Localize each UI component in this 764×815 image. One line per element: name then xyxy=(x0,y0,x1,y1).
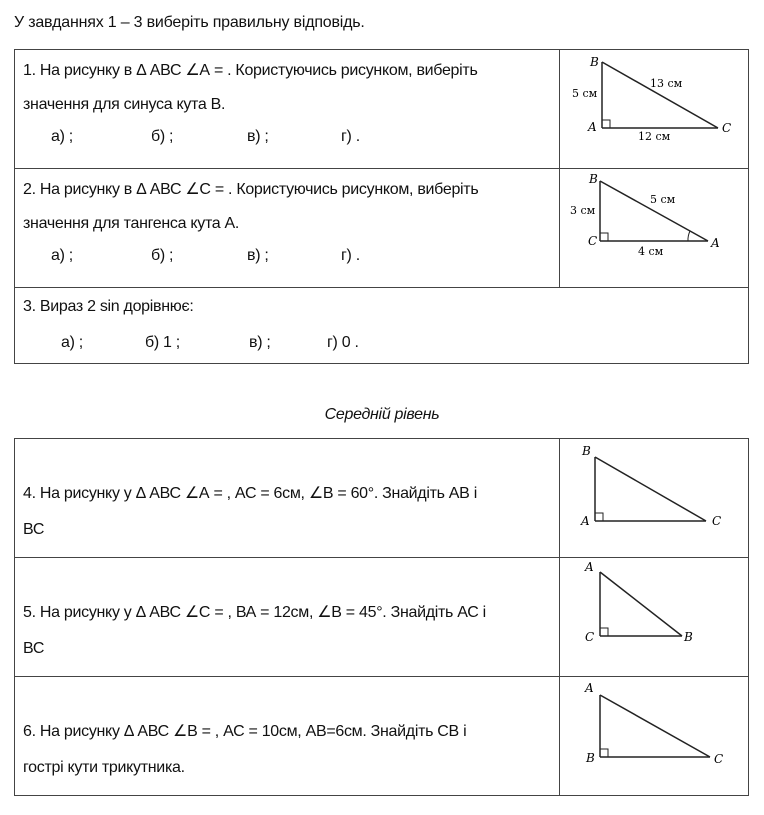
side-label: 3 см xyxy=(570,204,596,217)
task-5-figure xyxy=(560,558,749,677)
task-3-line1: 3. Вираз 2 sin дорівнює: xyxy=(23,298,194,315)
task-4-line1: 4. На рисунку у Δ АВС ∠А = , АС = 6см, ∠В = 60°. Знайдіть АВ і xyxy=(23,485,477,502)
task-3-options xyxy=(23,316,742,352)
triangle-figure-6 xyxy=(560,677,748,795)
task-2-line2: значення для тангенса кута А. xyxy=(23,215,240,232)
task-3-option-v[interactable]: в) ; xyxy=(249,334,271,351)
task-1-option-b[interactable]: б) ; xyxy=(151,128,174,145)
task-2-option-b[interactable]: б) ; xyxy=(151,247,174,264)
vertex-label: C xyxy=(714,752,724,766)
task-1-line2: значення для синуса кута В. xyxy=(23,96,226,113)
task-3-option-a[interactable]: а) ; xyxy=(61,334,83,351)
task-5-line1: 5. На рисунку у Δ АВС ∠С = , ВА = 12см, ∠В = 45°. Знайдіть АС і xyxy=(23,604,486,621)
task-4-text xyxy=(15,439,560,558)
level-title: Середній рівень xyxy=(324,406,440,423)
vertex-label: A xyxy=(711,236,720,250)
vertex-label: C xyxy=(585,630,595,644)
vertex-label: B xyxy=(586,751,595,765)
vertex-label: A xyxy=(588,120,597,134)
side-label: 4 см xyxy=(638,245,664,258)
side-label: 5 см xyxy=(650,193,676,206)
triangle-figure-4 xyxy=(560,439,748,557)
task-3-text xyxy=(15,288,749,364)
side-label: 13 см xyxy=(650,77,683,90)
task-1-option-g[interactable]: г) . xyxy=(341,128,360,145)
task-5-text xyxy=(15,558,560,677)
task-2-option-g[interactable]: г) . xyxy=(341,247,360,264)
task-1-option-a[interactable]: а) ; xyxy=(51,128,73,145)
task-6-text xyxy=(15,677,560,796)
task-1-options xyxy=(23,114,553,146)
vertex-label: B xyxy=(590,55,599,69)
task-1-line1: 1. На рисунку в Δ АВС ∠А = . Користуючись рисунком, виберіть xyxy=(23,62,478,79)
vertex-label: B xyxy=(589,172,598,186)
task-2-figure xyxy=(560,169,749,288)
task-6-line2: гострі кути трикутника. xyxy=(23,759,185,776)
task-4-line2: ВС xyxy=(23,521,45,538)
triangle-figure-5 xyxy=(560,558,748,676)
task-6-line1: 6. На рисунку Δ АВС ∠В = , АС = 10см, АВ=6см. Знайдіть СВ і xyxy=(23,723,467,740)
vertex-label: C xyxy=(722,121,732,135)
vertex-label: A xyxy=(585,560,594,574)
task-2-option-a[interactable]: а) ; xyxy=(51,247,73,264)
vertex-label: A xyxy=(585,681,594,695)
vertex-label: C xyxy=(712,514,722,528)
vertex-label: B xyxy=(684,630,693,644)
task-2-line1: 2. На рисунку в Δ АВС ∠С = . Користуючись рисунком, виберіть xyxy=(23,181,479,198)
tasks-table-basic xyxy=(14,49,749,364)
triangle-figure-2 xyxy=(560,169,748,287)
task-2-options xyxy=(23,233,553,265)
vertex-label: B xyxy=(582,444,591,458)
tasks-table-intermediate xyxy=(14,438,749,796)
task-5-line2: ВС xyxy=(23,640,45,657)
task-1-text xyxy=(15,50,560,169)
task-2-text xyxy=(15,169,560,288)
task-3-option-b[interactable]: б) 1 ; xyxy=(145,334,180,351)
task-6-figure xyxy=(560,677,749,796)
task-2-option-v[interactable]: в) ; xyxy=(247,247,269,264)
task-3-option-g[interactable]: г) 0 . xyxy=(327,334,359,351)
task-1-figure xyxy=(560,50,749,169)
side-label: 12 см xyxy=(638,130,671,143)
task-1-option-v[interactable]: в) ; xyxy=(247,128,269,145)
triangle-figure-1 xyxy=(560,50,748,168)
side-label: 5 см xyxy=(572,87,598,100)
intro-text: У завданнях 1 – 3 виберіть правильну відповідь. xyxy=(14,14,365,31)
vertex-label: A xyxy=(581,514,590,528)
task-4-figure xyxy=(560,439,749,558)
vertex-label: C xyxy=(588,234,598,248)
